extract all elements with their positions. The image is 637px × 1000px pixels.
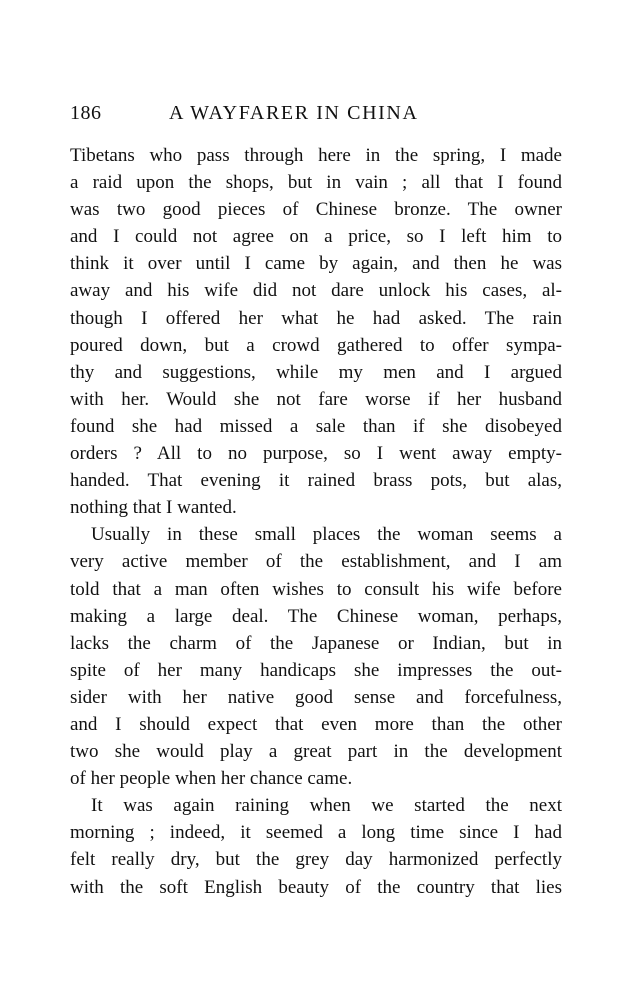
text-line: a raid upon the shops, but in vain ; all that I found: [70, 172, 562, 194]
text-line: found she had missed a sale than if she disobeyed: [70, 415, 562, 437]
text-line: felt really dry, but the grey day harmonized perfectly: [70, 849, 562, 871]
text-line: was two good pieces of Chinese bronze. The owner: [70, 199, 562, 221]
text-line: very active member of the establishment, and I am: [70, 551, 562, 573]
running-head: [70, 102, 562, 130]
text-line: thy and suggestions, while my men and I argued: [70, 361, 562, 383]
text-line: handed. That evening it rained brass pots, but alas,: [70, 470, 562, 492]
text-line: making a large deal. The Chinese woman, perhaps,: [70, 605, 562, 627]
text-line: two she would play a great part in the development: [70, 741, 562, 763]
text-line: of her people when her chance came.: [70, 768, 353, 790]
body-text: [70, 142, 562, 901]
text-line: orders ? All to no purpose, so I went away empty-: [70, 443, 562, 465]
text-line: with the soft English beauty of the country that lies: [70, 876, 562, 898]
running-title: A WAYFARER IN CHINA: [169, 102, 419, 124]
text-line: spite of her many handicaps she impresses the out-: [70, 659, 562, 681]
text-line: lacks the charm of the Japanese or Indian, but in: [70, 632, 562, 654]
text-line: It was again raining when we started the next: [91, 795, 562, 817]
text-line: and I could not agree on a price, so I left him to: [70, 226, 562, 248]
text-line: poured down, but a crowd gathered to offer sympa-: [70, 334, 562, 356]
text-line: though I offered her what he had asked. The rain: [70, 307, 562, 329]
text-line: and I should expect that even more than the other: [70, 713, 562, 735]
text-line: away and his wife did not dare unlock his cases, al-: [70, 280, 562, 302]
text-line: morning ; indeed, it seemed a long time since I had: [70, 822, 562, 844]
text-line: Tibetans who pass through here in the spring, I made: [70, 145, 562, 166]
text-line: sider with her native good sense and forcefulness,: [70, 686, 562, 708]
page-number: 186: [70, 102, 102, 124]
text-line: with her. Would she not fare worse if her husband: [70, 388, 562, 410]
text-line: think it over until I came by again, and then he was: [70, 253, 562, 275]
text-line: told that a man often wishes to consult his wife before: [70, 578, 562, 600]
text-line: Usually in these small places the woman seems a: [91, 524, 562, 546]
text-line: nothing that I wanted.: [70, 497, 237, 519]
